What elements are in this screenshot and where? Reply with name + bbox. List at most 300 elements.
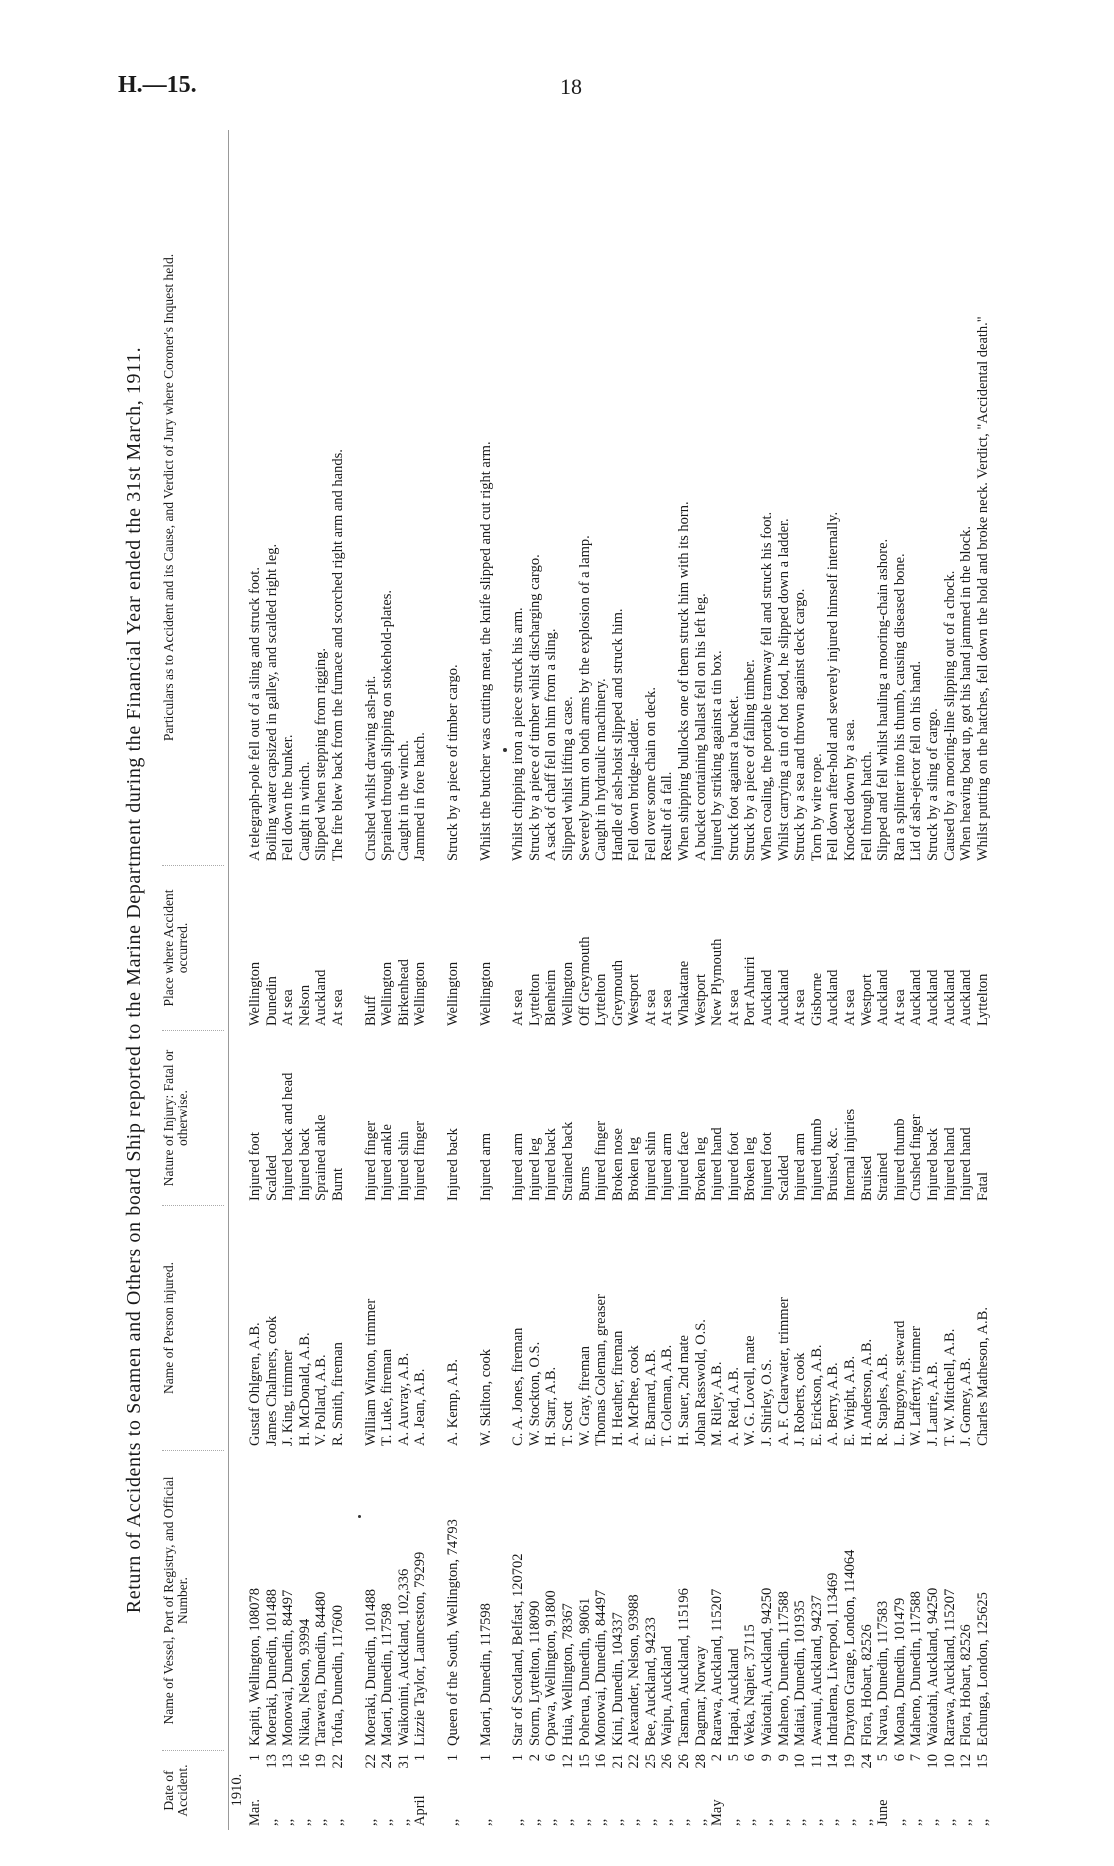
injury-cell: Injured thumb — [891, 1118, 908, 1201]
place-cell: Wellington — [412, 961, 429, 1026]
person-cell: James Chalmers, cook — [263, 1315, 280, 1446]
day-label: 13 — [263, 1754, 280, 1769]
particulars-cell: Whilst chipping iron a piece struck his arm. — [510, 607, 527, 861]
table-row — [445, 130, 462, 1830]
table-row — [809, 130, 826, 1830]
person-cell: W. Stockton, O.S. — [526, 1341, 543, 1446]
vessel-cell: Kapiti, Wellington, 108078 — [247, 1587, 263, 1746]
day-label: 31 — [395, 1754, 412, 1769]
place-cell: Auckland — [775, 969, 792, 1026]
particulars-cell: Injured by striking against a tin box. — [709, 650, 726, 861]
person-cell: R. Staples, A.B. — [875, 1353, 892, 1446]
month-label: June — [875, 1799, 892, 1826]
table-row — [527, 130, 544, 1830]
person-cell: V. Pollard, A.B. — [313, 1354, 330, 1446]
month-label: ,, — [609, 1818, 626, 1826]
person-cell: H. Sauer, 2nd mate — [676, 1335, 693, 1446]
col-header-date: Date of Accident. — [162, 1750, 224, 1830]
table-row — [396, 130, 413, 1830]
place-cell: Nelson — [296, 984, 313, 1026]
person-cell: H. Anderson, A.B. — [858, 1338, 875, 1446]
injury-cell: Injured thumb — [808, 1118, 825, 1201]
vessel-cell: Maheno, Dunedin, 117588 — [908, 1591, 925, 1746]
date-cell — [593, 1750, 610, 1830]
col-header-particulars: Particulars as to Accident and its Cause, and Verdict of Jury where Coroner's Inquest held. — [161, 253, 176, 742]
injury-cell: Injured leg — [526, 1137, 543, 1201]
table-row — [742, 130, 759, 1830]
month-label: ,, — [313, 1818, 330, 1826]
injury-cell: Burns — [576, 1166, 593, 1201]
vessel-cell: Waiotahi, Auckland, 94250 — [759, 1587, 776, 1746]
day-label: 10 — [924, 1754, 941, 1769]
table-row — [776, 130, 793, 1830]
person-cell: W. G. Lovell, mate — [742, 1335, 759, 1446]
injury-cell: Injured arm — [477, 1132, 494, 1201]
place-cell: Bluff — [362, 995, 379, 1026]
particulars-cell: Struck by a sea and thrown against deck cargo. — [792, 588, 809, 861]
table-row — [975, 130, 992, 1830]
date-cell — [363, 1750, 380, 1830]
particulars-cell: Torn by wire rope. — [808, 753, 825, 861]
title-text: Return of Accidents to Seamen and Others on board Ship reported to the Marine Department during the Financial Year ended the 31st March, 1911. — [123, 346, 145, 1614]
vessel-cell: Rarawa, Auckland, 115207 — [709, 1588, 726, 1746]
person-cell: J. Shirley, O.S. — [759, 1359, 776, 1446]
place-cell: At sea — [725, 989, 742, 1026]
date-cell — [676, 1750, 693, 1830]
injury-cell: Injured face — [676, 1131, 693, 1201]
month-label: ,, — [908, 1818, 925, 1826]
place-cell: At sea — [792, 989, 809, 1026]
month-label: ,, — [379, 1818, 396, 1826]
injury-cell: Broken leg — [692, 1136, 709, 1201]
vessel-cell: Tofua, Dunedin, 117600 — [329, 1604, 346, 1746]
place-cell: Auckland — [759, 969, 776, 1026]
person-cell: T. W. Mitchell, A.B. — [941, 1328, 958, 1446]
place-cell: Gisborne — [808, 972, 825, 1026]
injury-cell: Internal injuries — [842, 1108, 858, 1201]
date-cell — [942, 1750, 959, 1830]
injury-cell: Injured back — [296, 1128, 313, 1201]
table-row — [363, 130, 380, 1830]
person-cell: C. A. Jones, fireman — [510, 1327, 527, 1446]
month-label: ,, — [842, 1818, 858, 1826]
place-cell: Westport — [858, 974, 875, 1026]
table-row — [543, 130, 560, 1830]
particulars-cell: Struck foot against a bucket. — [725, 695, 742, 861]
day-label: 26 — [676, 1754, 693, 1769]
day-label: 5 — [875, 1754, 892, 1762]
particulars-cell: Ran a splinter into his thumb, causing diseased bone. — [891, 553, 908, 861]
month-label: ,, — [941, 1818, 958, 1826]
place-cell: Port Ahuriri — [742, 956, 759, 1026]
day-label: 24 — [379, 1754, 396, 1769]
vessel-cell: Poherua, Dunedin, 98061 — [576, 1597, 593, 1746]
day-label: 1 — [477, 1754, 494, 1762]
vessel-cell: Queen of the South, Wellington, 74793 — [444, 1519, 461, 1746]
injury-cell: Burnt — [329, 1167, 346, 1201]
month-label: ,, — [626, 1818, 643, 1826]
place-cell: Auckland — [875, 969, 892, 1026]
month-label: ,, — [825, 1818, 842, 1826]
table-row — [577, 130, 594, 1830]
vessel-cell: Waiotahi, Auckland, 94250 — [924, 1587, 941, 1746]
date-cell — [792, 1750, 809, 1830]
day-label: 5 — [725, 1754, 742, 1762]
particulars-cell: Slipped when stepping from rigging. — [313, 647, 330, 861]
place-cell: At sea — [510, 989, 527, 1026]
day-label: 13 — [280, 1754, 297, 1769]
month-label: ,, — [576, 1818, 593, 1826]
date-cell — [264, 1750, 281, 1830]
injury-cell: Injured foot — [725, 1132, 742, 1201]
month-label: ,, — [974, 1818, 991, 1826]
date-cell — [643, 1750, 660, 1830]
day-label: 6 — [891, 1754, 908, 1762]
day-label: 1 — [510, 1754, 527, 1762]
particulars-cell: Handle of ash-hoist slipped and struck him. — [609, 608, 626, 861]
vessel-cell: Storm, Lyttelton, 118090 — [526, 1600, 543, 1746]
date-cell — [510, 1750, 527, 1830]
date-cell — [809, 1750, 826, 1830]
vessel-cell: Flora, Hobart, 82526 — [858, 1624, 875, 1746]
injury-cell: Bruised — [858, 1155, 875, 1201]
col-header-person: Name of Person injured. — [162, 1205, 224, 1450]
particulars-cell: Slipped whilst lifting a case. — [559, 696, 576, 861]
vessel-cell: Maori, Dunedin, 117598 — [379, 1603, 396, 1746]
person-cell: W. Skilton, cook — [477, 1349, 494, 1446]
table-row — [726, 130, 743, 1830]
row-spacer — [494, 130, 510, 1830]
table-row — [379, 130, 396, 1830]
injury-cell: Injured foot — [759, 1132, 776, 1201]
particulars-cell: Caught in hydraulic machinery. — [593, 678, 610, 861]
place-cell: Off Greymouth — [576, 936, 593, 1026]
vessel-cell: Kini, Dunedin, 104337 — [609, 1612, 626, 1746]
person-cell: A. Jean, A.B. — [412, 1368, 429, 1446]
month-label: ,, — [280, 1818, 297, 1826]
injury-cell: Injured back and head — [280, 1072, 297, 1201]
date-cell — [313, 1750, 330, 1830]
injury-cell: Broken leg — [742, 1136, 759, 1201]
injury-cell: Fatal — [974, 1172, 991, 1201]
month-label: ,, — [924, 1818, 941, 1826]
particulars-cell: Caused by a mooring-line slipping out of a chock. — [941, 570, 958, 861]
day-label: 22 — [626, 1754, 643, 1769]
day-label: 22 — [362, 1754, 379, 1769]
month-label: ,, — [362, 1818, 379, 1826]
particulars-cell: A bucket containing ballast fell on his left leg. — [692, 593, 709, 861]
month-label: ,, — [642, 1818, 659, 1826]
month-label: April — [412, 1795, 429, 1826]
place-cell: Greymouth — [609, 959, 626, 1026]
month-label: ,, — [692, 1818, 709, 1826]
vessel-cell: Huia, Wellington, 78367 — [559, 1603, 576, 1746]
month-label: ,, — [775, 1818, 792, 1826]
particulars-cell: Knocked down by a sea. — [842, 718, 858, 861]
injury-cell: Strained back — [559, 1121, 576, 1201]
particulars-cell: Severely burnt on both arms by the explosion of a lamp. — [576, 535, 593, 861]
table-row — [247, 130, 264, 1830]
vessel-cell: Moeraki, Dunedin, 101488 — [263, 1588, 280, 1746]
injury-cell: Broken leg — [626, 1136, 643, 1201]
particulars-cell: Fell through hatch. — [858, 751, 875, 861]
particulars-cell: Slipped and fell whilst hauling a mooring-chain ashore. — [875, 538, 892, 861]
date-cell — [925, 1750, 942, 1830]
person-cell: W. Lafferty, trimmer — [908, 1326, 925, 1446]
table-row — [593, 130, 610, 1830]
table-body — [247, 130, 991, 1830]
date-cell — [892, 1750, 909, 1830]
injury-cell: Injured finger — [362, 1120, 379, 1201]
col-header-vessel: Name of Vessel, Port of Registry, and Official Number. — [162, 1450, 224, 1750]
date-cell — [908, 1750, 925, 1830]
vessel-cell: Maitai, Dunedin, 101935 — [792, 1600, 809, 1746]
day-label: 10 — [792, 1754, 809, 1769]
table-row — [643, 130, 660, 1830]
table-row — [892, 130, 909, 1830]
particulars-cell: Sprained through slipping on stokehold-plates. — [379, 589, 396, 861]
injury-cell: Injured finger — [593, 1120, 610, 1201]
day-label: 15 — [576, 1754, 593, 1769]
injury-cell: Injured shin — [395, 1131, 412, 1201]
day-label: 6 — [543, 1754, 560, 1762]
day-label: 12 — [958, 1754, 975, 1769]
particulars-cell: Fell down bridge-ladder. — [626, 718, 643, 861]
person-cell: W. Gray, fireman — [576, 1346, 593, 1446]
person-cell: L. Burgoyne, steward — [891, 1320, 908, 1446]
table-row — [313, 130, 330, 1830]
table-row — [626, 130, 643, 1830]
person-cell: T. Luke, fireman — [379, 1348, 396, 1446]
vessel-cell: Navua, Dunedin, 117583 — [875, 1600, 892, 1746]
place-cell: At sea — [329, 989, 346, 1026]
place-cell: Auckland — [825, 969, 842, 1026]
month-label: ,, — [444, 1818, 461, 1826]
place-cell: Wellington — [379, 961, 396, 1026]
table-row — [825, 130, 842, 1830]
person-cell: M. Riley, A.B. — [709, 1361, 726, 1446]
person-cell: T. Coleman, A.B. — [659, 1344, 676, 1446]
table-row — [280, 130, 297, 1830]
place-cell: At sea — [891, 989, 908, 1026]
month-label: ,, — [659, 1818, 676, 1826]
day-label: 9 — [775, 1754, 792, 1762]
day-label: 16 — [296, 1754, 313, 1769]
vessel-cell: Nikau, Nelson, 93994 — [296, 1618, 313, 1746]
person-cell: E. Erickson, A.B. — [808, 1344, 825, 1446]
month-label: ,, — [296, 1818, 313, 1826]
particulars-cell: Fell over some chain on deck. — [642, 687, 659, 861]
table-row — [659, 130, 676, 1830]
table-row — [859, 130, 876, 1830]
day-label: 12 — [559, 1754, 576, 1769]
accidents-table — [162, 130, 991, 1830]
place-cell: At sea — [642, 989, 659, 1026]
date-cell — [297, 1750, 314, 1830]
date-cell — [825, 1750, 842, 1830]
table-row — [676, 130, 693, 1830]
place-cell: At sea — [280, 989, 297, 1026]
particulars-cell: Boiling water capsized in galley, and scalded right leg. — [263, 543, 280, 861]
vessel-cell: Weka, Napier, 37115 — [742, 1624, 759, 1746]
vessel-cell: Moana, Dunedin, 101479 — [891, 1597, 908, 1746]
injury-cell: Injured hand — [958, 1127, 975, 1201]
date-cell — [527, 1750, 544, 1830]
table-row — [875, 130, 892, 1830]
vessel-cell: Dagmar, Norway — [692, 1645, 709, 1746]
particulars-cell: Fell down after-hold and severely injured himself internally. — [825, 511, 842, 861]
particulars-cell: Caught in the winch. — [395, 740, 412, 861]
month-label: ,, — [526, 1818, 543, 1826]
particulars-cell: Lid of ash-ejector fell on his hand. — [908, 660, 925, 861]
particulars-cell: Fell down the bunker. — [280, 734, 297, 861]
vessel-cell: Flora, Hobart, 82526 — [958, 1624, 975, 1746]
month-label: ,, — [742, 1818, 759, 1826]
person-cell: William Winton, trimmer — [362, 1298, 379, 1446]
injury-cell: Broken nose — [609, 1128, 626, 1201]
day-label: 15 — [974, 1754, 991, 1769]
month-label: ,, — [510, 1818, 527, 1826]
person-cell: Gustaf Ohlgren, A.B. — [247, 1322, 263, 1446]
date-cell — [626, 1750, 643, 1830]
date-cell — [726, 1750, 743, 1830]
place-cell: Auckland — [941, 969, 958, 1026]
month-label: ,, — [329, 1818, 346, 1826]
table-row — [510, 130, 527, 1830]
person-cell: J. Laurie, A.B. — [924, 1361, 941, 1446]
month-label: ,, — [559, 1818, 576, 1826]
vessel-cell: Waikonini, Auckland, 102,336 — [395, 1568, 412, 1746]
date-cell — [709, 1750, 726, 1830]
row-spacer — [347, 130, 363, 1830]
day-label: 1 — [412, 1754, 429, 1762]
day-label: 22 — [329, 1754, 346, 1769]
particulars-cell: Jammed in fore hatch. — [412, 732, 429, 861]
place-cell: Wellington — [559, 961, 576, 1026]
date-cell — [577, 1750, 594, 1830]
person-cell: H. Heather, fireman — [609, 1330, 626, 1446]
date-cell — [975, 1750, 992, 1830]
vessel-cell: Hapai, Auckland — [725, 1648, 742, 1746]
row-spacer — [462, 130, 478, 1830]
particulars-cell: Struck by a sling of cargo. — [924, 708, 941, 861]
person-cell: Charles Matheson, A.B. — [974, 1307, 991, 1446]
particulars-cell: Whilst the butcher was cutting meat, the knife slipped and cut right arm. — [477, 441, 494, 861]
day-label: 26 — [659, 1754, 676, 1769]
particulars-cell: A telegraph-pole fell out of a sling and struck foot. — [247, 567, 263, 861]
day-label: 9 — [759, 1754, 776, 1762]
vessel-cell: Alexander, Nelson, 93988 — [626, 1594, 643, 1746]
injury-cell: Injured back — [543, 1128, 560, 1201]
place-cell: Whakatane — [676, 960, 693, 1026]
table-row — [264, 130, 281, 1830]
particulars-cell: Whilst carrying a tin of hot food, he slipped down a ladder. — [775, 518, 792, 861]
date-cell — [759, 1750, 776, 1830]
injury-cell: Strained — [875, 1152, 892, 1201]
place-cell: At sea — [842, 989, 858, 1026]
person-cell: A. McPhee, cook — [626, 1345, 643, 1446]
injury-cell: Injured finger — [412, 1120, 429, 1201]
date-cell — [412, 1750, 429, 1830]
injury-cell: Scalded — [263, 1155, 280, 1201]
person-cell: H. Starr, A.B. — [543, 1366, 560, 1446]
month-label: ,, — [263, 1818, 280, 1826]
person-cell: E. Barnard, A.B. — [642, 1349, 659, 1446]
particulars-cell: Crushed whilst drawing ash-pit. — [362, 675, 379, 861]
date-cell — [445, 1750, 462, 1830]
day-label: 11 — [808, 1754, 825, 1768]
place-cell: Wellington — [444, 961, 461, 1026]
person-cell: E. Wright, A.B. — [842, 1355, 858, 1446]
place-cell: Lyttelton — [974, 973, 991, 1026]
vessel-cell: Maori, Dunedin, 117598 — [477, 1603, 494, 1746]
particulars-cell: Struck by a piece of timber cargo. — [444, 664, 461, 861]
table-row — [709, 130, 726, 1830]
vessel-cell: Lizzie Taylor, Launceston, 79299 — [412, 1551, 429, 1746]
vessel-cell: Star of Scotland, Belfast, 120702 — [510, 1553, 527, 1746]
injury-cell: Injured arm — [659, 1132, 676, 1201]
date-cell — [693, 1750, 710, 1830]
month-label: May — [709, 1799, 726, 1826]
day-label: 2 — [709, 1754, 726, 1762]
date-cell — [247, 1750, 264, 1830]
table-row — [925, 130, 942, 1830]
person-cell: R. Smith, fireman — [329, 1342, 346, 1446]
place-cell: Dunedin — [263, 976, 280, 1026]
date-cell — [396, 1750, 413, 1830]
col-header-injury: Nature of Injury: Fatal or otherwise. — [162, 1030, 224, 1205]
date-cell — [379, 1750, 396, 1830]
date-cell — [842, 1750, 859, 1830]
place-cell: Auckland — [958, 969, 975, 1026]
date-cell — [610, 1750, 627, 1830]
day-label: 6 — [742, 1754, 759, 1762]
place-cell: New Plymouth — [709, 938, 726, 1026]
day-label: 16 — [593, 1754, 610, 1769]
vessel-cell: Indralema, Liverpool, 113469 — [825, 1572, 842, 1746]
month-label: ,, — [395, 1818, 412, 1826]
place-cell: At sea — [659, 989, 676, 1026]
month-label: ,, — [808, 1818, 825, 1826]
col-header-place: Place where Accident occurred. — [162, 865, 224, 1030]
table-header-row — [162, 130, 229, 1830]
day-label: 19 — [842, 1754, 858, 1769]
place-cell: Auckland — [908, 969, 925, 1026]
injury-cell: Injured foot — [247, 1132, 263, 1201]
month-label: ,, — [543, 1818, 560, 1826]
particulars-cell: When heaving boat up, got his hand jammed in the block. — [958, 525, 975, 861]
vessel-cell: Drayton Grange, London, 114064 — [842, 1549, 858, 1746]
person-cell: J. King, trimmer — [280, 1350, 297, 1446]
month-label: ,, — [676, 1818, 693, 1826]
vessel-cell: Opawa, Wellington, 91800 — [543, 1590, 560, 1746]
place-cell: Birkenhead — [395, 959, 412, 1026]
day-label: 19 — [313, 1754, 330, 1769]
injury-cell: Injured back — [924, 1128, 941, 1201]
vessel-cell: Monowai, Dunedin, 84497 — [280, 1589, 297, 1746]
table-row — [759, 130, 776, 1830]
page-header-code: H.—15. — [118, 72, 197, 98]
month-label: ,, — [958, 1818, 975, 1826]
table-row — [610, 130, 627, 1830]
table-row — [908, 130, 925, 1830]
date-cell — [659, 1750, 676, 1830]
table-row — [560, 130, 577, 1830]
injury-cell: Injured ankle — [379, 1124, 396, 1201]
person-cell: J. Gomey, A.B. — [958, 1357, 975, 1446]
injury-cell: Injured shin — [642, 1131, 659, 1201]
particulars-cell: When coaling, the portable tramway fell and struck his foot. — [759, 511, 776, 861]
